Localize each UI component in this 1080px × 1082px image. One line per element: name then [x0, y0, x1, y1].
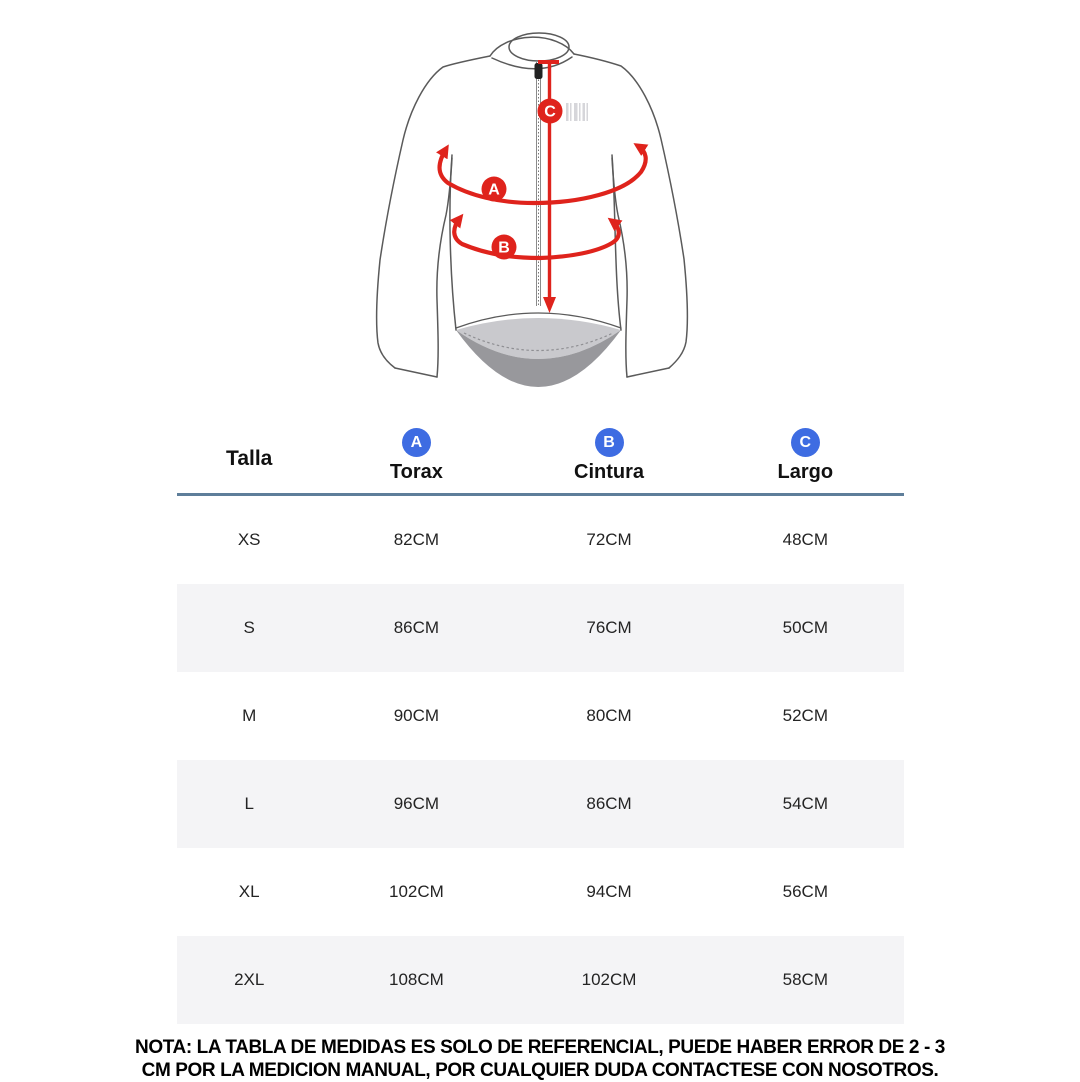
cell-largo: 56CM — [782, 882, 828, 901]
badge-b-letter: B — [498, 239, 510, 257]
cell-torax: 96CM — [393, 794, 440, 813]
disclaimer-line-1: NOTA: LA TABLA DE MEDIDAS ES SOLO DE REFERENCIAL, PUEDE HABER ERROR DE 2 - 3 — [135, 1037, 945, 1058]
cell-size: S — [243, 618, 255, 637]
column-label-cintura: Cintura — [574, 461, 645, 483]
zipper — [535, 62, 543, 306]
table-row — [177, 760, 904, 848]
cell-largo: 52CM — [782, 706, 828, 725]
cell-cintura: 80CM — [586, 706, 632, 725]
cell-cintura: 102CM — [581, 970, 637, 989]
badge-b — [492, 235, 517, 260]
cell-torax: 102CM — [388, 882, 444, 901]
table-row — [177, 584, 904, 672]
chest-logo — [566, 103, 588, 121]
disclaimer-note — [110, 1036, 970, 1082]
cell-torax: 86CM — [393, 618, 440, 637]
badge-a — [482, 177, 507, 202]
cell-torax: 82CM — [393, 530, 440, 549]
column-header-torax — [322, 408, 511, 493]
cell-size: M — [242, 706, 257, 725]
measurement-arrows — [440, 62, 646, 313]
cell-size: XL — [238, 882, 260, 901]
jersey-diagram — [0, 0, 1080, 408]
table-row — [177, 496, 904, 584]
cell-largo: 50CM — [782, 618, 828, 637]
cell-largo: 54CM — [782, 794, 828, 813]
column-header-largo — [707, 408, 903, 493]
cell-cintura: 94CM — [586, 882, 632, 901]
cell-largo: 48CM — [782, 530, 828, 549]
badge-c-letter: C — [544, 103, 556, 121]
table-row — [177, 936, 904, 1024]
column-label-largo: Largo — [777, 461, 834, 483]
table-header-row — [177, 408, 904, 496]
badge-a-letter: A — [488, 181, 500, 199]
table-row — [177, 848, 904, 936]
cell-cintura: 86CM — [586, 794, 632, 813]
cell-size: XS — [237, 530, 261, 549]
column-badge-c-icon: C — [791, 428, 820, 457]
cell-size: 2XL — [234, 970, 265, 989]
cell-largo: 58CM — [782, 970, 828, 989]
disclaimer-line-2: CM POR LA MEDICION MANUAL, POR CUALQUIER DUDA CONTACTESE CON NOSOTROS. — [141, 1060, 939, 1081]
column-header-size: Talla — [226, 447, 273, 470]
zipper-pull-icon — [535, 63, 543, 79]
column-badge-a-icon: A — [402, 428, 431, 457]
jersey-diagram-svg — [0, 0, 1080, 408]
cell-torax: 108CM — [388, 970, 444, 989]
table-body — [177, 496, 904, 1024]
cell-cintura: 72CM — [586, 530, 632, 549]
cell-size: L — [244, 794, 254, 813]
cell-cintura: 76CM — [586, 618, 632, 637]
column-badge-b-icon: B — [595, 428, 624, 457]
table-row — [177, 672, 904, 760]
cell-torax: 90CM — [393, 706, 440, 725]
size-chart-table — [177, 408, 904, 1024]
column-label-torax: Torax — [389, 461, 443, 483]
column-header-cintura — [511, 408, 707, 493]
badge-c — [538, 99, 563, 124]
hem-panels — [456, 318, 621, 387]
